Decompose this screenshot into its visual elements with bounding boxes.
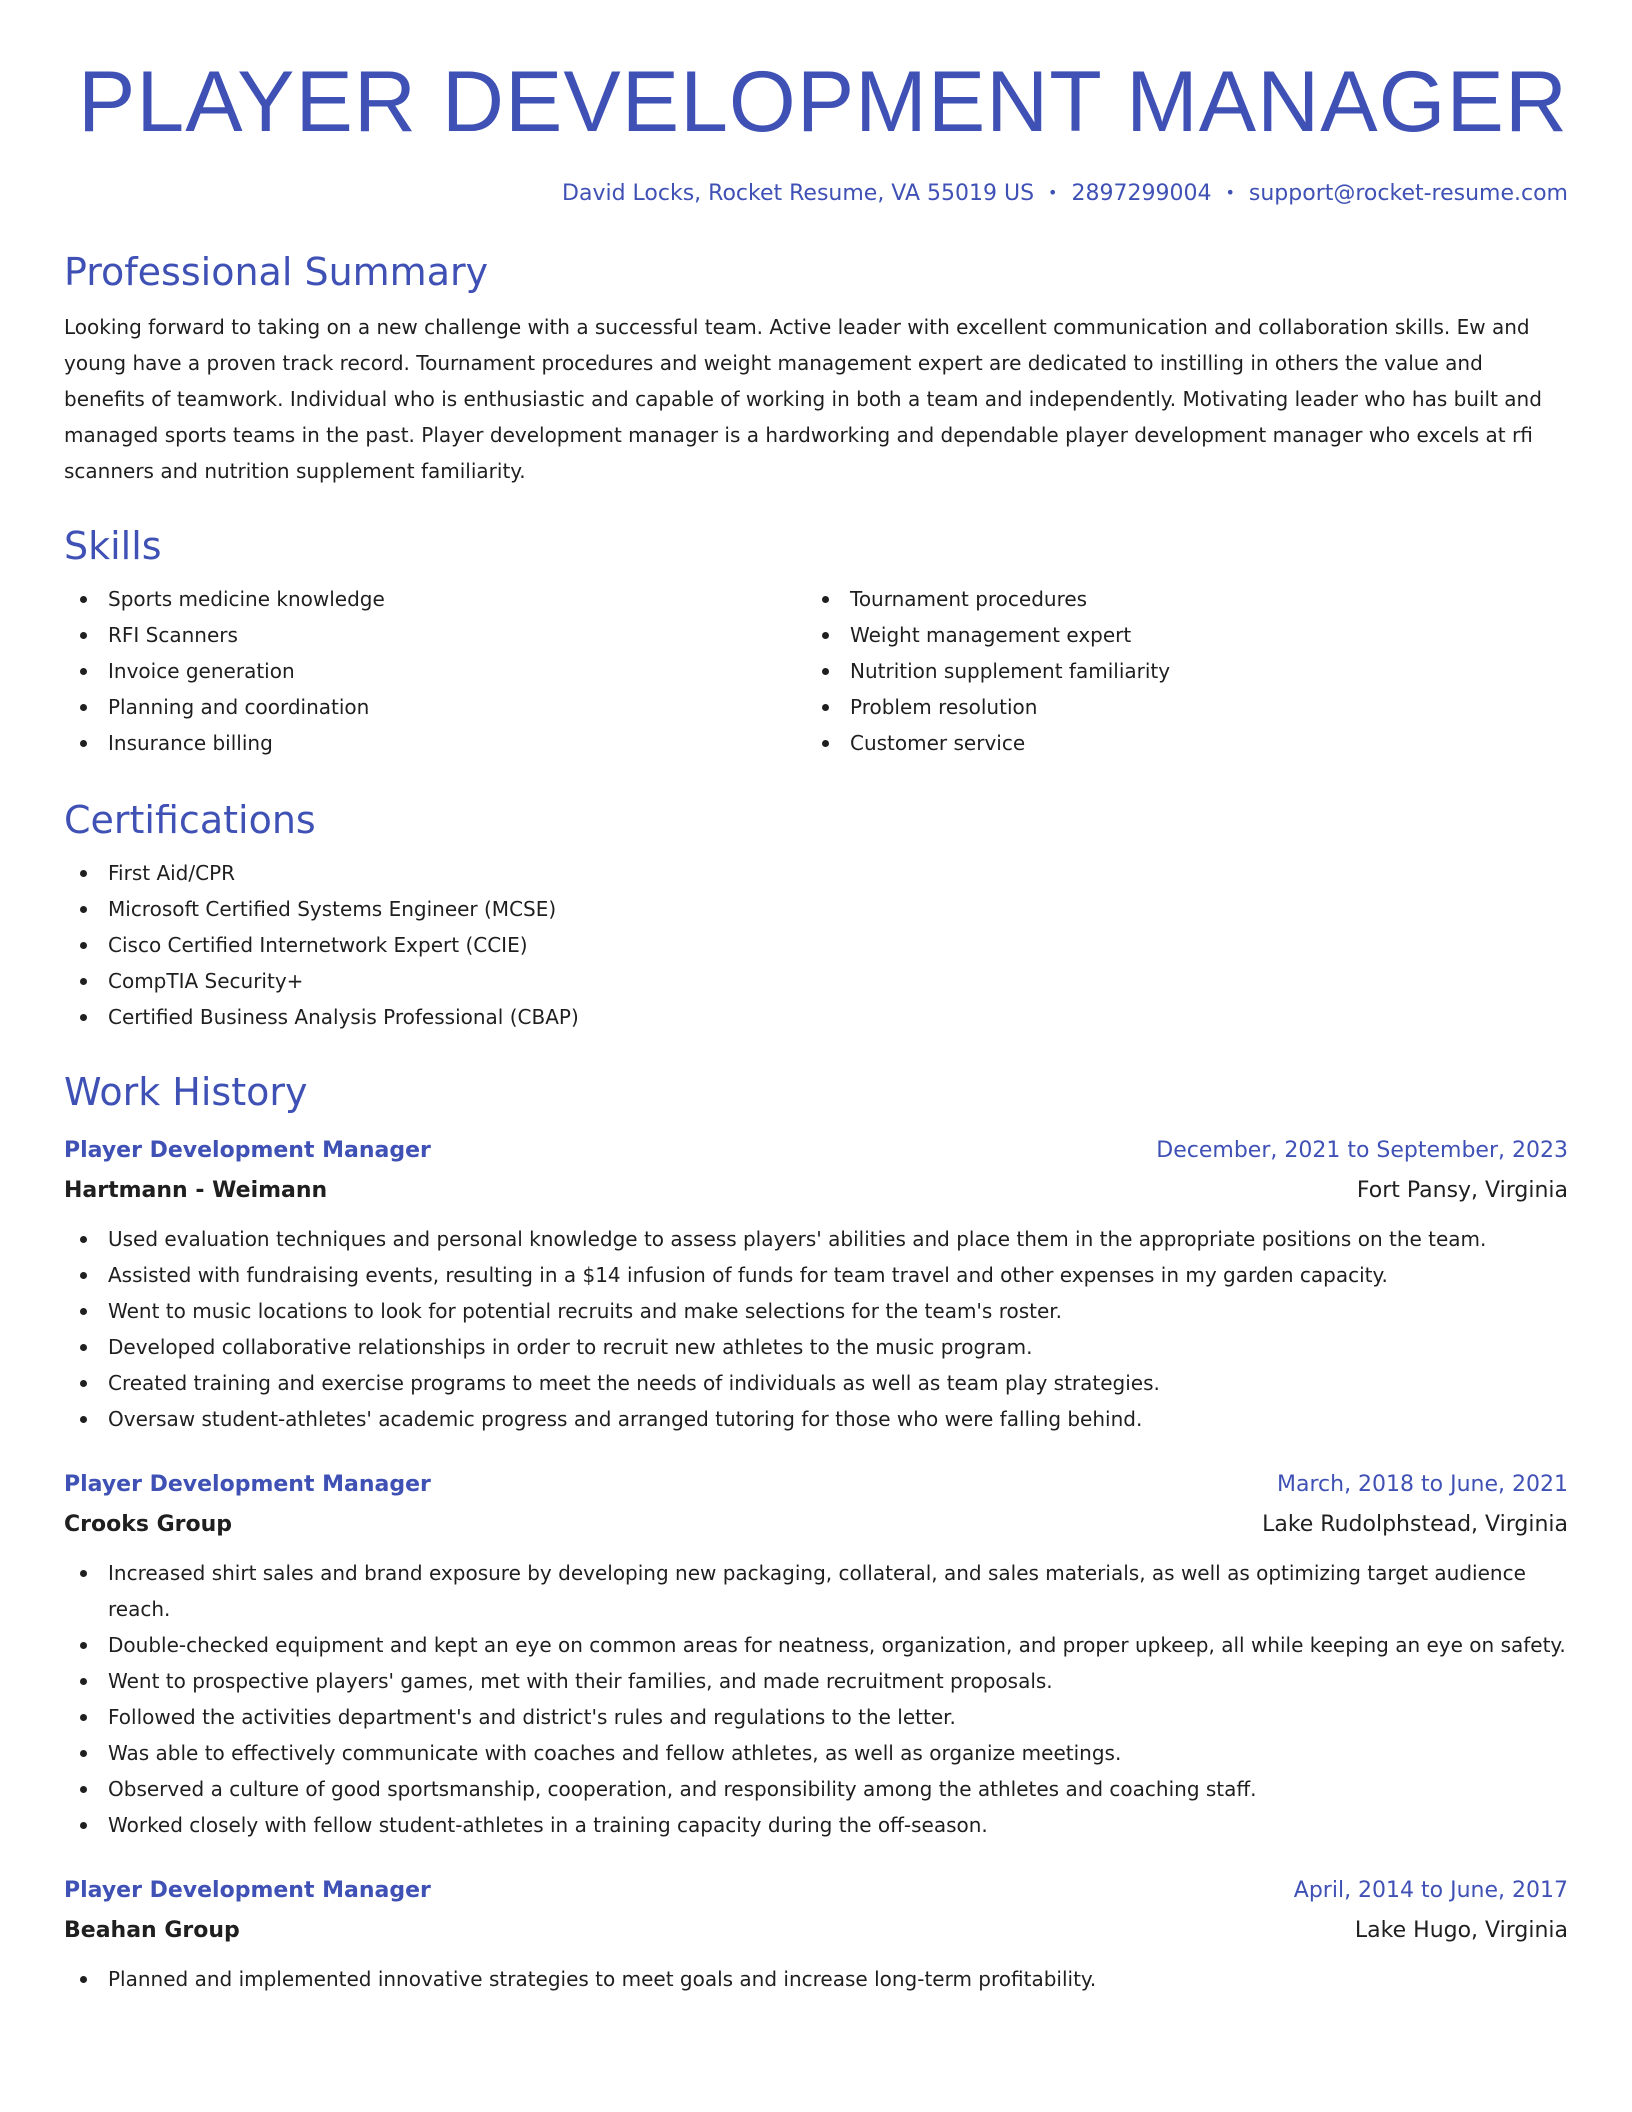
job-location: Lake Rudolphstead, Virginia [1262, 1512, 1568, 1537]
job-company-row [64, 1171, 1568, 1211]
job-title-row [64, 1131, 1568, 1171]
skill-item: Nutrition supplement familiarity [806, 653, 1548, 689]
work-history-heading: Work History [64, 1070, 308, 1114]
certification-item: CompTIA Security+ [64, 963, 1568, 999]
job-company: Crooks Group [64, 1512, 233, 1537]
job-company: Hartmann - Weimann [64, 1178, 328, 1203]
skills-column-right [806, 581, 1548, 761]
contact-phone: 2897299004 [1071, 181, 1212, 206]
job-title: Player Development Manager [64, 1878, 431, 1903]
certification-item: Cisco Certified Internetwork Expert (CCIE) [64, 927, 1568, 963]
job-bullet: Developed collaborative relationships in order to recruit new athletes to the music program. [64, 1329, 1568, 1365]
job-bullet: Created training and exercise programs to meet the needs of individuals as well as team play strategies. [64, 1365, 1568, 1401]
job-company-row [64, 1911, 1568, 1951]
skill-item: Problem resolution [806, 689, 1548, 725]
work-history-section [64, 1067, 1568, 1997]
contact-address: David Locks, Rocket Resume, VA 55019 US [562, 181, 1035, 206]
job-title-row [64, 1871, 1568, 1911]
contact-separator: • [1225, 183, 1235, 202]
skills-heading: Skills [64, 524, 162, 568]
job-entry [64, 1465, 1568, 1843]
skills-column-left [64, 581, 806, 761]
skill-item: Customer service [806, 725, 1548, 761]
skill-item: Insurance billing [64, 725, 806, 761]
job-bullet: Oversaw student-athletes' academic progress and arranged tutoring for those who were falling behind. [64, 1401, 1568, 1437]
job-dates: December, 2021 to September, 2023 [1156, 1138, 1568, 1163]
job-title-row [64, 1465, 1568, 1505]
resume-header [64, 0, 1568, 209]
job-company-row [64, 1505, 1568, 1545]
skill-item: Invoice generation [64, 653, 806, 689]
job-bullet: Was able to effectively communicate with coaches and fellow athletes, as well as organize meetings. [64, 1735, 1568, 1771]
job-bullet: Followed the activities department's and district's rules and regulations to the letter. [64, 1699, 1568, 1735]
job-dates: March, 2018 to June, 2021 [1277, 1472, 1568, 1497]
skills-section [64, 521, 1568, 761]
certifications-heading: Certifications [64, 798, 316, 842]
skill-item: RFI Scanners [64, 617, 806, 653]
job-title: Player Development Manager [64, 1138, 431, 1163]
skills-list-right [806, 581, 1548, 761]
certifications-section [64, 795, 1568, 1035]
skill-item: Sports medicine knowledge [64, 581, 806, 617]
job-bullet: Assisted with fundraising events, resulting in a $14 infusion of funds for team travel and other expenses in my garden capacity. [64, 1257, 1568, 1293]
job-bullet: Observed a culture of good sportsmanship, cooperation, and responsibility among the athletes and coaching staff. [64, 1771, 1568, 1807]
skills-grid [64, 581, 1568, 761]
certification-item: Microsoft Certified Systems Engineer (MCSE) [64, 891, 1568, 927]
job-bullet: Used evaluation techniques and personal knowledge to assess players' abilities and place them in the appropriate positions on the team. [64, 1221, 1568, 1257]
job-location: Lake Hugo, Virginia [1354, 1918, 1568, 1943]
job-bullet: Planned and implemented innovative strategies to meet goals and increase long-term profitability. [64, 1961, 1568, 1997]
job-bullet: Increased shirt sales and brand exposure by developing new packaging, collateral, and sales materials, as well as optimizing target audience reach. [64, 1555, 1568, 1627]
certification-item: First Aid/CPR [64, 855, 1568, 891]
job-bullets [64, 1221, 1568, 1437]
summary-heading: Professional Summary [64, 250, 489, 294]
contact-line [64, 178, 1568, 209]
skill-item: Tournament procedures [806, 581, 1548, 617]
page-title: PLAYER DEVELOPMENT MANAGER [78, 54, 1568, 150]
skill-item: Planning and coordination [64, 689, 806, 725]
summary-text: Looking forward to taking on a new challenge with a successful team. Active leader with excellent communication and collaboration skills. Ew and young have a proven track record. Tournament procedures and weight management expert are dedicated to instilling in others the value and benefits of teamwork. Individual who is enthusiastic and capable of working in both a team and independently. Motivating leader who has built and managed sports teams in the past. Player development manager is a hardworking and dependable player development manager who excels at rfi scanners and nutrition supplement familiarity. [64, 315, 1542, 483]
skills-list-left [64, 581, 806, 761]
job-title: Player Development Manager [64, 1472, 431, 1497]
summary-section [64, 247, 1568, 489]
job-bullet: Double-checked equipment and kept an eye on common areas for neatness, organization, and proper upkeep, all while keeping an eye on safety. [64, 1627, 1568, 1663]
job-entry [64, 1871, 1568, 1997]
job-bullet: Went to prospective players' games, met with their families, and made recruitment proposals. [64, 1663, 1568, 1699]
resume-page [64, 0, 1568, 1997]
certification-item: Certified Business Analysis Professional (CBAP) [64, 999, 1568, 1035]
certifications-list [64, 855, 1568, 1035]
job-bullets [64, 1961, 1568, 1997]
skill-item: Weight management expert [806, 617, 1548, 653]
job-location: Fort Pansy, Virginia [1356, 1178, 1568, 1203]
job-dates: April, 2014 to June, 2017 [1293, 1878, 1568, 1903]
job-bullet: Worked closely with fellow student-athletes in a training capacity during the off-season. [64, 1807, 1568, 1843]
job-bullet: Went to music locations to look for potential recruits and make selections for the team's roster. [64, 1293, 1568, 1329]
contact-email[interactable]: support@rocket-resume.com [1248, 181, 1568, 206]
contact-separator: • [1048, 183, 1058, 202]
job-entry [64, 1131, 1568, 1437]
job-bullets [64, 1555, 1568, 1843]
job-company: Beahan Group [64, 1918, 240, 1943]
